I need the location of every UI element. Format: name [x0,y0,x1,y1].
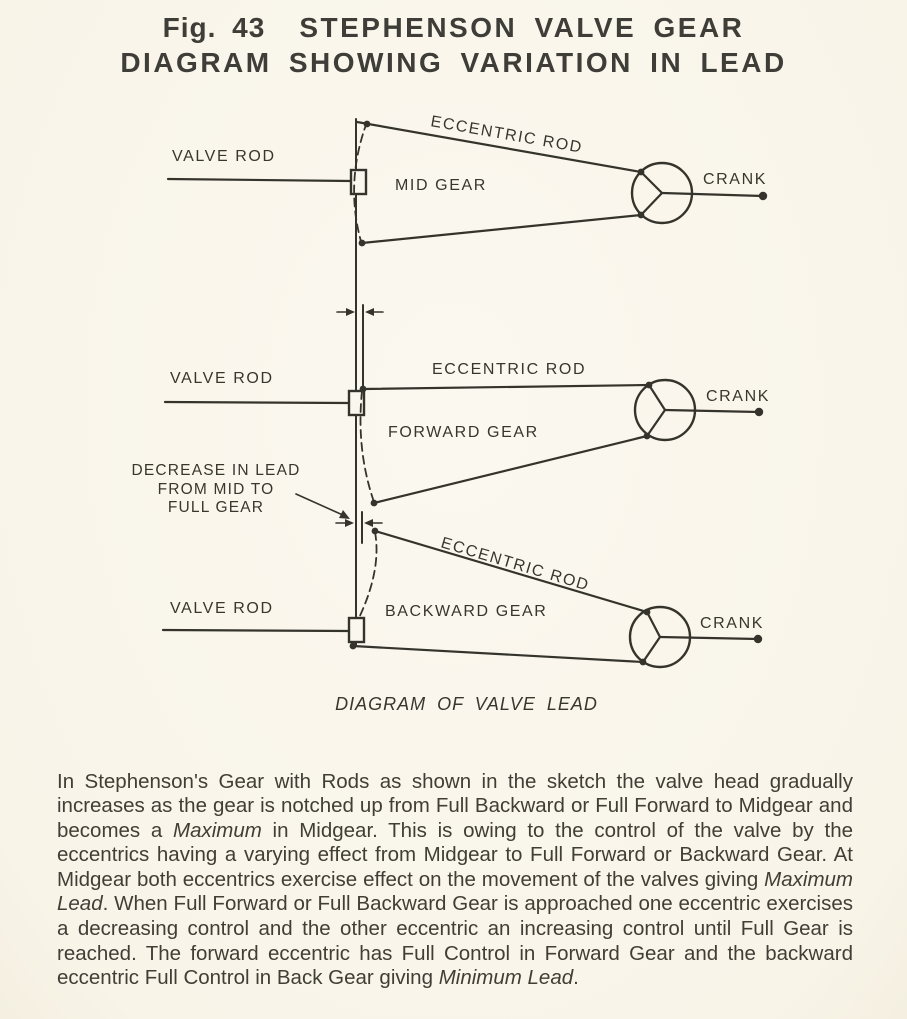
rod-pin [359,240,366,247]
label-valve-rod-mid: VALVE ROD [172,148,276,165]
link-arc-backward [357,532,377,622]
rod-pin [364,121,371,128]
crank-pin [759,192,767,200]
rod-pin [350,643,357,650]
paragraph-segment: . When Full Forward or Full Backward Gear is approached one eccentric exercises a decreasing control and the other eccentric an increasing control until Full Gear is reached. The forward eccentric has Full Control in Forward Gear and the backward eccentric Full Control in Back Gear giving [57,892,853,990]
eccentric-rod-bottom-mid [362,215,641,243]
label-crank-backward: CRANK [700,615,765,632]
spoke [649,385,665,410]
sheave-pin [646,382,653,389]
valve-rod-line-forward [165,402,349,403]
arrowhead-icon [346,308,355,316]
label-eccentric-rod-forward: ECCENTRIC ROD [432,361,587,378]
description-paragraph [57,770,853,991]
label-forward-gear: FORWARD GEAR [388,424,539,441]
figure-title-text: STEPHENSON VALVE GEAR [299,12,745,43]
label-backward-gear: BACKWARD GEAR [385,603,548,620]
paragraph-segment-italic: Maximum Lead [57,867,853,916]
eccentric-rod-bottom-backward [353,646,643,662]
arrowhead-icon [364,519,373,527]
rod-pin [371,500,378,507]
label-eccentric-rod-mid: ECCENTRIC ROD [429,113,585,157]
valve-head-backward [349,618,364,642]
rod-pin [372,528,379,535]
figure-title-line2: DIAGRAM SHOWING VARIATION IN LEAD [120,47,787,78]
crank-arm-mid [662,193,763,196]
annotation-leader-line [296,494,345,516]
arrowhead-icon [345,519,354,527]
paragraph-segment: . [573,966,579,990]
rod-pin [360,386,367,393]
label-crank-forward: CRANK [706,388,771,405]
sheave-pin [638,169,645,176]
sheave-pin [644,609,651,616]
spoke [647,612,660,637]
crank-arm-backward [660,637,758,639]
crank-pin [755,408,763,416]
valve-rod-line-mid [168,179,351,181]
eccentric-rod-bottom-forward [374,436,647,503]
label-valve-rod-forward: VALVE ROD [170,370,274,387]
spoke [643,637,660,662]
paragraph-segment: In Stephenson's Gear with Rods as shown in the sketch the valve head gradually increases as the gear is notched up from Full Backward or Full Forward to Midgear and becomes a [57,769,853,842]
spoke [641,172,662,193]
annotation-decrease-line2: FROM MID TO [157,481,275,498]
sheave-pin [638,212,645,219]
spoke [647,410,665,436]
label-eccentric-rod-backward: ECCENTRIC ROD [438,534,592,595]
annotation-decrease-line1: DECREASE IN LEAD [131,462,301,479]
figure-number: Fig. 43 [162,12,266,43]
label-crank-mid: CRANK [703,171,768,188]
valve-rod-line-backward [163,630,349,631]
paragraph-segment-italic: Minimum Lead [438,966,574,990]
paragraph-segment-italic: Maximum [173,818,262,842]
sheave-pin [644,433,651,440]
crank-arm-forward [665,410,759,412]
label-valve-rod-backward: VALVE ROD [170,600,274,617]
annotation-decrease-line3: FULL GEAR [167,499,265,516]
valve-gear-diagram [0,95,907,740]
diagram-caption: DIAGRAM OF VALVE LEAD [335,694,598,714]
eccentric-rod-top-forward [363,385,649,389]
figure-title-line1 [0,12,907,44]
arrowhead-icon [365,308,374,316]
crank-pin [754,635,762,643]
sheave-pin [640,659,647,666]
label-mid-gear: MID GEAR [395,177,487,194]
paragraph-segment: in Midgear. This is owing to the control of the valve by the eccentrics having a varying effect from Midgear to Full Forward or Backward Gear. At Midgear both eccentrics exercise effect on the movement of the valves giving [57,818,853,891]
spoke [641,193,662,215]
